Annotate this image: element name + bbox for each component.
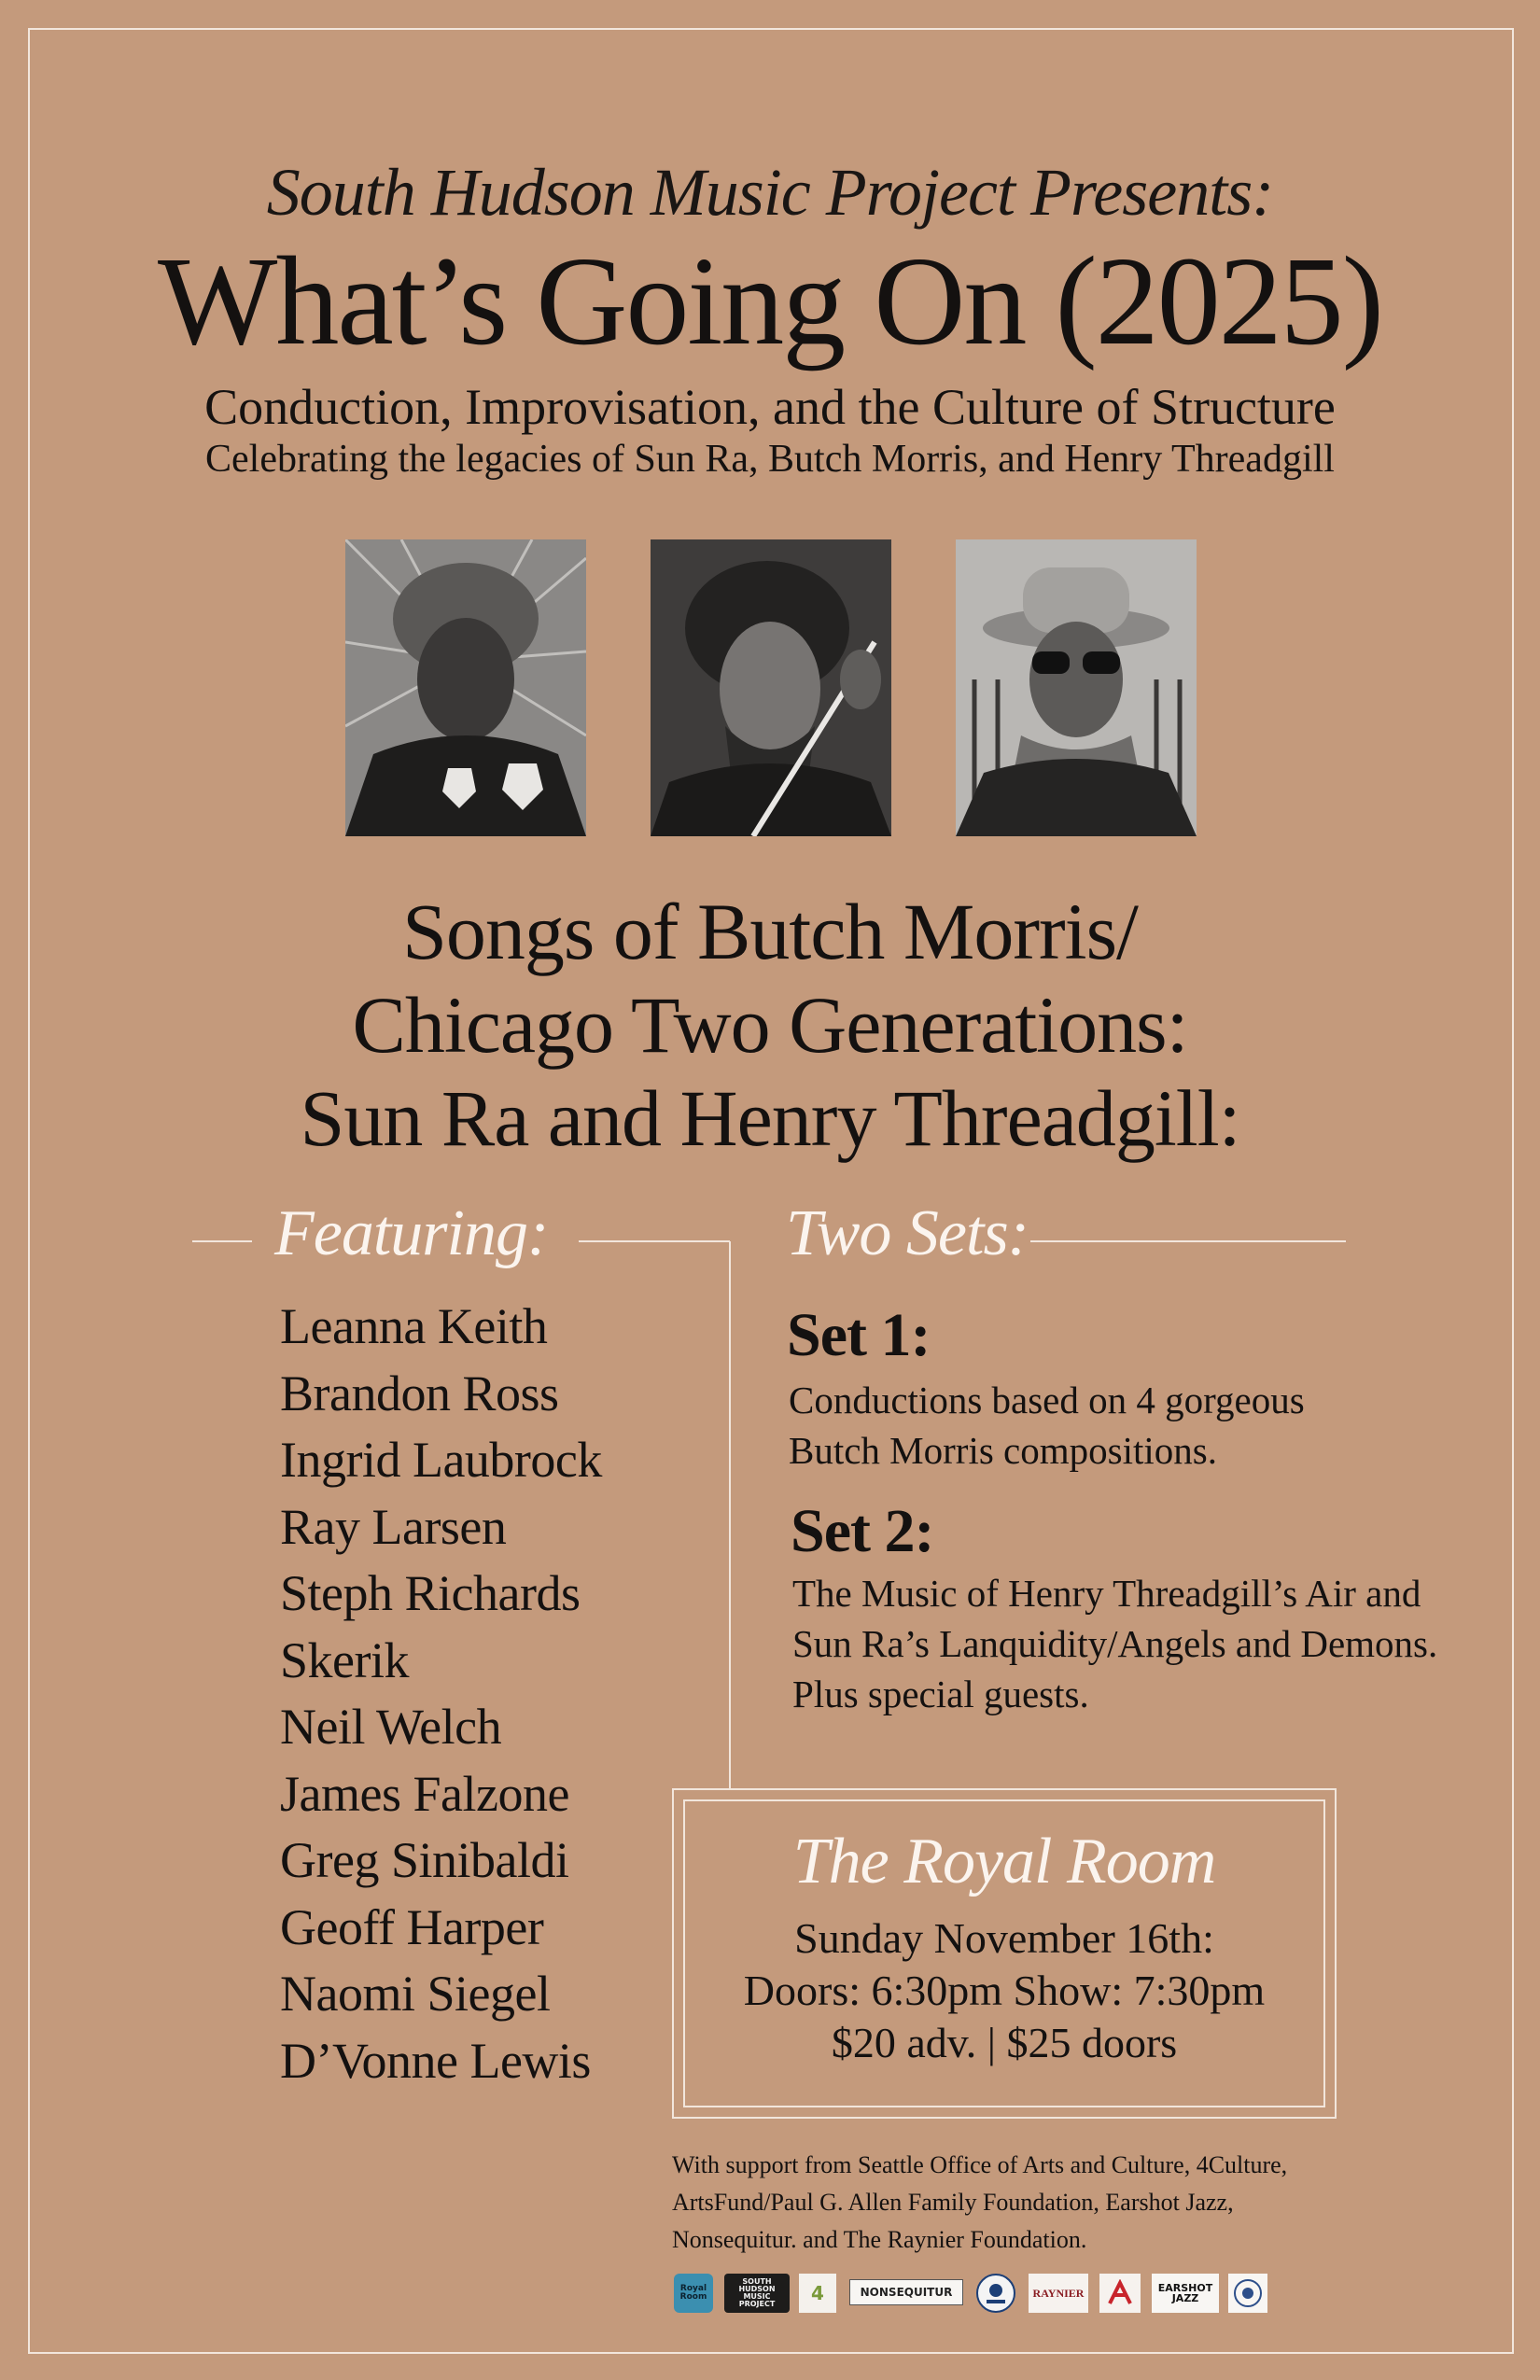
set-2-description [792,1568,1437,1719]
performer-name: Ingrid Laubrock [280,1432,602,1488]
legacies-line: Celebrating the legacies of Sun Ra, Butch Morris, and Henry Threadgill [205,438,1335,481]
set-1-title: Set 1: [787,1301,931,1369]
headline-line-1: Songs of Butch Morris/ [402,887,1138,976]
performer-name: Geoff Harper [280,1898,544,1955]
support-line-1: With support from Seattle Office of Arts and Culture, 4Culture, [672,2151,1288,2178]
set-1-description [789,1375,1305,1476]
earshot-jazz-logo-text: EARSHOT JAZZ [1157,2282,1213,2304]
performer-name: James Falzone [280,1765,569,1822]
seattle-seal-icon [976,2274,1015,2313]
program-headline [0,885,1540,1165]
poster-title: What’s Going On (2025) [157,231,1382,371]
featuring-label: Featuring: [274,1197,549,1269]
seattle-arts-logo [976,2274,1015,2313]
performer-name: Brandon Ross [280,1365,559,1421]
support-line-3: Nonsequitur. and The Raynier Foundation. [672,2226,1087,2253]
set-1-line-2: Butch Morris compositions. [789,1429,1217,1472]
support-credits [672,2147,1419,2259]
earshot-jazz-logo [1152,2274,1219,2313]
shmp-logo [724,2274,790,2313]
performer-name: D’Vonne Lewis [280,2032,591,2089]
allen-foundation-logo [1228,2274,1267,2313]
butch-morris-photo [651,539,891,836]
henry-threadgill-photo [956,539,1197,836]
artsfund-mark-icon [1106,2279,1134,2307]
featuring-rule-left [192,1240,252,1242]
event-times: Doors: 6:30pm Show: 7:30pm [743,1967,1266,2014]
raynier-logo [1029,2274,1088,2313]
sets-rule-right [1030,1240,1346,1242]
raynier-logo-text: RAYNIER [1032,2287,1085,2300]
venue-name: The Royal Room [792,1826,1216,1897]
set-2-line-1: The Music of Henry Threadgill’s Air and [792,1572,1421,1615]
set-1-line-1: Conductions based on 4 gorgeous [789,1379,1305,1421]
performer-name: Ray Larsen [280,1498,507,1555]
event-date: Sunday November 16th: [794,1914,1214,1962]
set-2-line-2: Sun Ra’s Lanquidity/Angels and Demons. [792,1622,1438,1665]
headline-line-2: Chicago Two Generations: [352,980,1188,1070]
performer-name: Naomi Siegel [280,1966,551,2022]
four-culture-logo-text: 4 [811,2282,824,2304]
four-culture-logo [799,2274,836,2313]
poster-subtitle: Conduction, Improvisation, and the Culture of Structure [204,379,1336,435]
two-sets-label: Two Sets: [786,1197,1029,1269]
performer-list [280,1294,602,2094]
sun-ra-photo [345,539,586,836]
performer-name: Skerik [280,1631,409,1688]
shmp-logo-text: SOUTH HUDSON MUSIC PROJECT [738,2277,776,2308]
column-divider [729,1241,731,1788]
performer-name: Greg Sinibaldi [280,1832,569,1888]
ticket-prices: $20 adv. | $25 doors [831,2019,1178,2066]
set-2-title: Set 2: [791,1497,934,1565]
performer-name: Steph Richards [280,1565,581,1621]
nonsequitur-logo-text: NONSEQUITUR [860,2286,953,2299]
royal-room-logo-text: Royal Room [679,2284,707,2302]
nonsequitur-logo [849,2279,963,2305]
artsfund-logo [1099,2274,1141,2313]
set-2-line-3: Plus special guests. [792,1673,1089,1715]
royal-room-logo [674,2274,713,2313]
allen-foundation-seal-icon [1233,2278,1263,2308]
performer-name: Neil Welch [280,1699,502,1755]
headline-line-3: Sun Ra and Henry Threadgill: [300,1073,1240,1163]
featuring-rule-right [579,1240,730,1242]
presenter-line: South Hudson Music Project Presents: [266,155,1274,230]
performer-name: Leanna Keith [280,1298,548,1354]
support-line-2: ArtsFund/Paul G. Allen Family Foundation, Earshot Jazz, [672,2189,1234,2216]
